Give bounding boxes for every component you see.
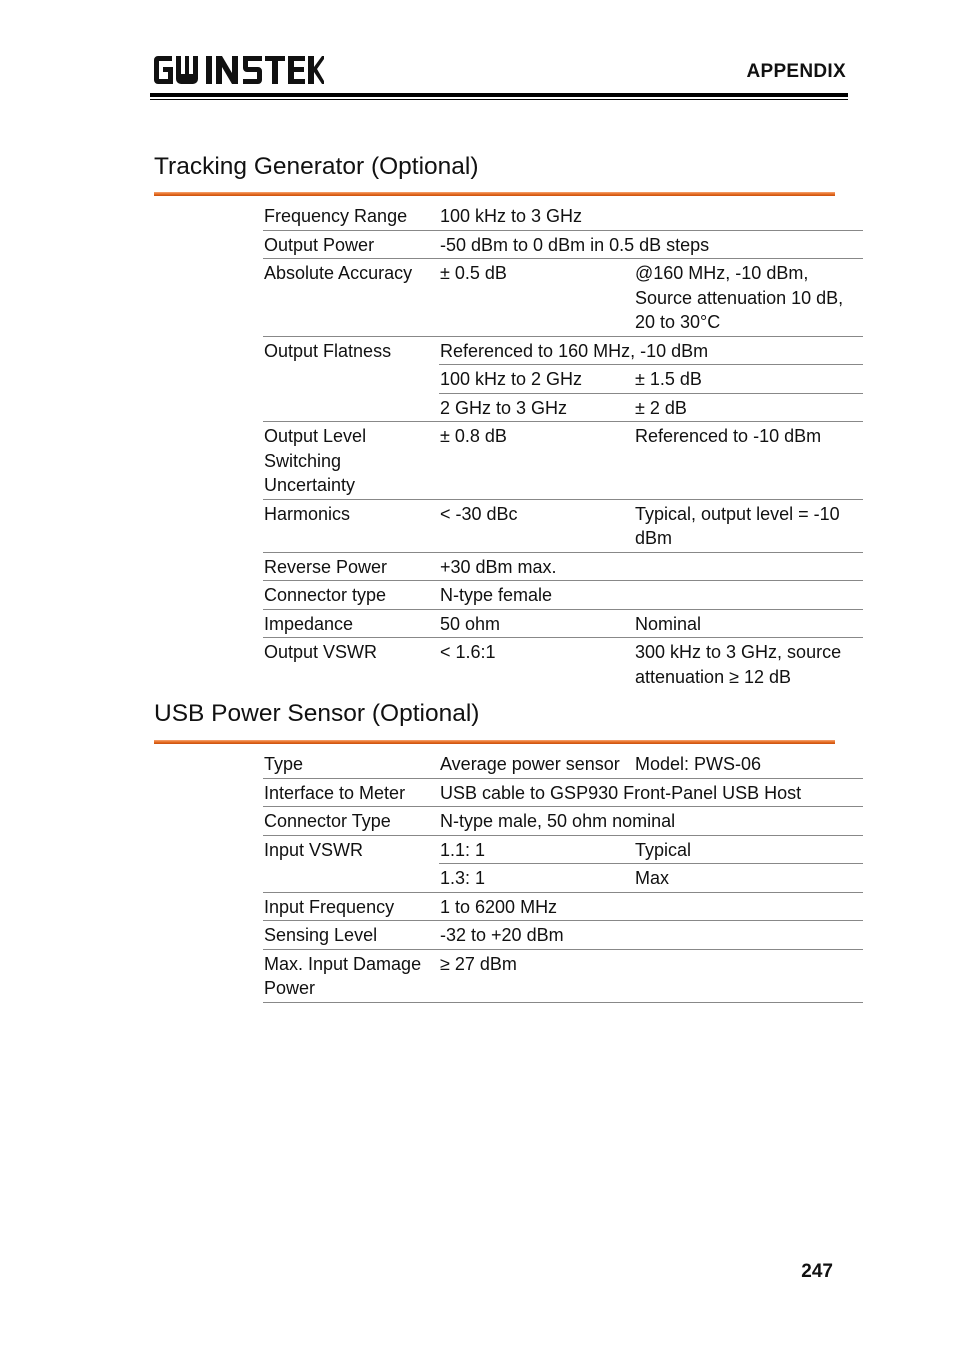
spec-note: Max [634,864,863,893]
spec-label: Frequency Range [263,202,439,230]
spec-label: Connector Type [263,807,439,836]
table-row [263,892,863,921]
spec-value: ± 0.5 dB [439,259,634,337]
spec-value: 2 GHz to 3 GHz [439,393,634,422]
spec-value: 1.3: 1 [439,864,634,893]
spec-value: 100 kHz to 3 GHz [439,202,863,230]
spec-value: -50 dBm to 0 dBm in 0.5 dB steps [439,230,863,259]
table-row [263,807,863,836]
spec-label: Type [263,750,439,778]
header-rule [150,93,848,97]
table-row [263,835,863,864]
table-row [263,638,863,691]
table-row [263,949,863,1002]
table-row [263,336,863,365]
spec-note: 300 kHz to 3 GHz, source attenuation ≥ 12 dB [635,642,842,687]
spec-value: 50 ohm [439,609,634,638]
spec-value: Referenced to 160 MHz, -10 dBm [439,336,863,365]
spec-value: +30 dBm max. [439,552,863,581]
spec-label: Absolute Accuracy [263,259,439,337]
spec-note: ± 2 dB [634,393,863,422]
spec-note: Typical, output level = -10 dBm [634,499,863,552]
table-row [263,552,863,581]
spec-value: N-type female [439,581,863,610]
spec-label: Max. Input Damage Power [263,949,439,1002]
spec-label: Output Level Switching Uncertainty [264,426,367,495]
spec-value: USB cable to GSP930 Front-Panel USB Host [439,778,863,807]
table-row [263,609,863,638]
spec-label: Output Power [263,230,439,259]
table-row [263,230,863,259]
spec-value: ≥ 27 dBm [439,949,863,1002]
spec-value: < 1.6:1 [440,642,496,662]
tracking-generator-spec-table [263,202,863,690]
spec-note: Model: PWS-06 [634,750,863,778]
spec-label: Impedance [263,609,439,638]
table-row [263,422,863,500]
spec-value: 1 to 6200 MHz [439,892,863,921]
spec-value: ± 0.8 dB [440,426,507,446]
table-row [263,778,863,807]
spec-label: Input Frequency [263,892,439,921]
gw-instek-logo [154,56,324,84]
usb-title-rule [154,740,835,744]
tracking-generator-title: Tracking Generator (Optional) [154,153,479,180]
page-number: 247 [801,1261,833,1282]
spec-note: Nominal [634,609,863,638]
spec-note: Typical [634,835,863,864]
spec-label: Reverse Power [263,552,439,581]
spec-label: Output Flatness [263,336,439,422]
table-row [263,921,863,950]
spec-value: Average power sensor [439,750,634,778]
spec-value: 1.1: 1 [439,835,634,864]
table-row [263,581,863,610]
spec-label: Input VSWR [263,835,439,892]
spec-note: ± 1.5 dB [634,365,863,394]
spec-value: 100 kHz to 2 GHz [439,365,634,394]
header-rule-thin [150,99,848,100]
spec-label: Sensing Level [263,921,439,950]
spec-label: Harmonics [263,499,439,552]
spec-label: Output VSWR [264,642,378,662]
spec-value: -32 to +20 dBm [439,921,863,950]
spec-value: < -30 dBc [439,499,634,552]
spec-value: N-type male, 50 ohm nominal [439,807,863,836]
spec-label: Connector type [263,581,439,610]
table-row [263,202,863,230]
usb-power-sensor-title: USB Power Sensor (Optional) [154,700,480,727]
table-row [263,499,863,552]
spec-note: @160 MHz, -10 dBm, Source attenuation 10 dB, 20 to 30°C [634,259,863,337]
usb-power-sensor-spec-table [263,750,863,1003]
spec-note: Referenced to -10 dBm [635,426,822,446]
section-heading: APPENDIX [746,61,846,82]
table-row [263,750,863,778]
tracking-title-rule [154,192,835,196]
table-row [263,259,863,337]
spec-label: Interface to Meter [263,778,439,807]
